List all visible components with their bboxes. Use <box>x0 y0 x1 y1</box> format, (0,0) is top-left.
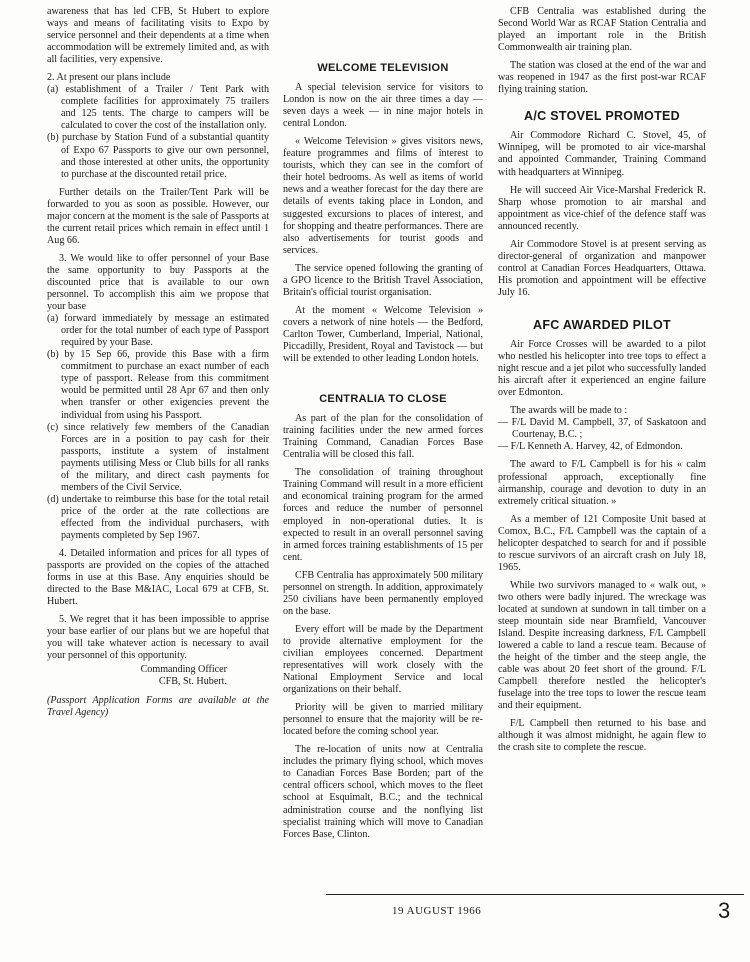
page-number: 3 <box>718 898 731 923</box>
afc-paragraph-5: While two survivors managed to « walk out, » two others were badly injured. The wreckage was located at sundown at sundown in tall timber on a steep mountain side near Bramfield, Vancouver Island. Despite increasing darkness, F/L Campbell lowered a cable to land a rescue team. Because of the height of the timber and the steep angle, the cable was about 20 feet short of the ground. F/L Campbell therefore nestled the helicopter's fuselage into the tree tops to lower the rescue team and their equipment. <box>498 579 706 712</box>
further-details-paragraph: Further details on the Trailer/Tent Park will be forwarded to you as soon as possible. However, our major concern at the moment is the sale of Passports at the current retail prices which remain in effect until 1 Aug 66. <box>47 186 270 246</box>
centralia-paragraph-4: Every effort will be made by the Department to provide alternative employment for the civilian employees concerned. Department representatives will work closely with the National Employment Service and local organizations on their behalf. <box>283 623 483 696</box>
centralia-paragraph-8: The station was closed at the end of the war and was reopened in 1947 as the first post-war RCAF flying training station. <box>498 60 706 96</box>
information-paragraph: 4. Detailed information and prices for all types of passports are provided on the copies of the attached forms in use at this Base. Any enquiries should be directed to the Base M&IAC, Local 679 at CFB, St. Hubert. <box>47 548 269 608</box>
afc-paragraph-6: F/L Campbell then returned to his base and although it was almost midnight, he again flew to the crash site to complete the rescue. <box>498 718 706 754</box>
proposal-paragraph: 3. We would like to offer personnel of your Base the same opportunity to buy Passports at the discounted price that is available to our own personnel. To accomplish this aim we propose that your base <box>47 252 269 313</box>
footer-date: 19 AUGUST 1966 <box>392 905 482 917</box>
plans-lead: 2. At present our plans include <box>47 72 171 84</box>
regret-paragraph: 5. We regret that it has been impossible to apprise your base earlier of our plans but we are hopeful that you will take whatever action is necessary to avail your personnel of this opportunity. <box>47 614 269 662</box>
proposal-item-c: (c) since relatively few members of the Canadian Forces are in a position to pay cash for their passports, institute a system of instalment payments utilising Mess or Club bills for all ranks of the military, and direct cash payments for members of the Civil Service. <box>47 421 269 493</box>
welcome-paragraph-2: « Welcome Television » gives visitors news, feature programmes and films of interest to tourists, which they can see in the comfort of their hotel bedrooms. As well as items of world news and a weather forecast for the day there are details of events taking place in London, and suggested excursions to places of interest, and for shopping and theatre performances. There are also advertisements for tourist goods and services. <box>283 136 483 256</box>
footer-rule <box>326 894 744 895</box>
headline-welcome-television: WELCOME TELEVISION <box>317 62 449 74</box>
welcome-paragraph-3: The service opened following the granting of a GPO licence to the British Travel Association, Britain's official tourist organisation. <box>283 262 483 298</box>
proposal-item-d: (d) undertake to reimburse this base for the total retail price of the order at the rate collections are effected from the individual purchasers, with payments completed by Sep 1967. <box>47 493 269 541</box>
stovel-paragraph-3: Air Commodore Stovel is at present serving as director-general of organization and manpower control at Canadian Forces Headquarters, Ottawa. His promotion and appointment will be effective July 16. <box>498 238 706 298</box>
centralia-paragraph-6: The re-location of units now at Centralia includes the primary flying school, which moves to Canadian Forces Base Borden; part of the central officers school, which moves to the fleet school at Esquimalt, B.C.; and the technical administration course and the nonflying list specialist training which will move to Canadian Forces Base, Clinton. <box>283 744 483 840</box>
afc-paragraph-4: As a member of 121 Composite Unit based at Comox, B.C., F/L Campbell was the captain of a helicopter despatched to search for and if possible to rescue survivors of an aircraft crash on July 18, 1965. <box>498 513 706 573</box>
welcome-paragraph-4: At the moment « Welcome Television » covers a network of nine hotels — the Bedford, Carlton Tower, Cumberland, Imperial, National, Piccadilly, President, Royal and Tavistock — but will be extended to other leading London hotels. <box>283 304 483 365</box>
plan-item-b: (b) purchase by Station Fund of a substantial quantity of Expo 67 Passports to give our own personnel, and those interested at other units, the opportunity to purchase at the discounted retail price. <box>47 132 269 180</box>
column-right <box>498 6 706 761</box>
signature-base: CFB, St. Hubert. <box>158 676 227 688</box>
headline-centralia-to-close: CENTRALIA TO CLOSE <box>319 393 447 406</box>
centralia-paragraph-2: The consolidation of training throughout Training Command will result in a more efficient and economical training program for the armed forces and reduce the number of personnel employed in non-operational duties. It is expected to result in an overall personnel saving in armed forces training establishments of 15 per cent. <box>283 467 483 563</box>
award-recipient-campbell: — F/L David M. Campbell, 37, of Saskatoon and Courtenay, B.C. ; <box>498 417 706 441</box>
intro-paragraph: awareness that has led CFB, St Hubert to explore ways and means of facilitating visits to Expo by service personnel and their dependents at a time when accommodation will be extremely limited and, as with all facilities, very expensive. <box>47 6 269 66</box>
column-middle <box>283 6 483 847</box>
passport-note: (Passport Application Forms are available at the Travel Agency) <box>47 694 269 718</box>
centralia-paragraph-7: CFB Centralia was established during the Second World War as RCAF Station Centralia and played an important role in the British Commonwealth air training plan. <box>498 6 706 54</box>
proposal-item-a: (a) forward immediately by message an estimated order for the total number of each type of Passport required by your Base. <box>47 313 269 349</box>
centralia-paragraph-1: As part of the plan for the consolidation of training facilities under the new armed forces Training Command, Canadian Forces Base Centralia will be closed this fall. <box>283 413 483 461</box>
proposal-item-b: (b) by 15 Sep 66, provide this Base with a firm commitment to purchase an exact number of each type of passport. Release from this commitment would be permitted until 28 Apr 67 and then only when transfer or other exigencies prevent the individual from using his Passport. <box>47 349 269 421</box>
plan-item-a: (a) establishment of a Trailer / Tent Park with complete facilities for approximately 75 trailers and 125 tents. The charge to campers will be calculated to cover the cost of the installation only. <box>47 84 269 132</box>
afc-paragraph-1: Air Force Crosses will be awarded to a pilot who nestled his helicopter into tree tops to effect a night rescue and a jet pilot who successfully landed his aircraft after it experienced an engine failure over Edmonton. <box>498 339 706 399</box>
welcome-paragraph-1: A special television service for visitors to London is now on the air three times a day — seven days a week — in nine major hotels in central London. <box>283 82 483 130</box>
signature-block <box>47 664 269 688</box>
afc-paragraph-2: The awards will be made to : <box>510 405 628 417</box>
award-recipient-harvey: — F/L Kenneth A. Harvey, 42, of Edmondon. <box>498 441 683 453</box>
headline-stovel-promoted: A/C STOVEL PROMOTED <box>524 109 680 124</box>
stovel-paragraph-2: He will succeed Air Vice-Marshal Frederick R. Sharp whose promotion to air marshal and appointment as vice-chief of the defence staff was announced recently. <box>498 184 706 232</box>
centralia-paragraph-5: Priority will be given to married military personnel to ensure that the majority will be re-located before the coming school year. <box>283 702 483 738</box>
headline-afc-awarded-pilot: AFC AWARDED PILOT <box>533 317 671 332</box>
centralia-paragraph-3: CFB Centralia has approximately 500 military personnel on strength. In addition, approximately 250 civilians have been permanently employed on the base. <box>283 569 483 617</box>
column-left <box>47 6 269 725</box>
afc-paragraph-3: The award to F/L Campbell is for his « calm professional approach, exceptionally fine airmanship, courage and devotion to duty in an extremely critical situation. » <box>498 459 706 507</box>
stovel-paragraph-1: Air Commodore Richard C. Stovel, 45, of Winnipeg, will be promoted to air vice-marshal and appointed Commander, Training Command with headquarters at Winnipeg. <box>498 130 706 178</box>
signature-title: Commanding Officer <box>140 664 227 676</box>
